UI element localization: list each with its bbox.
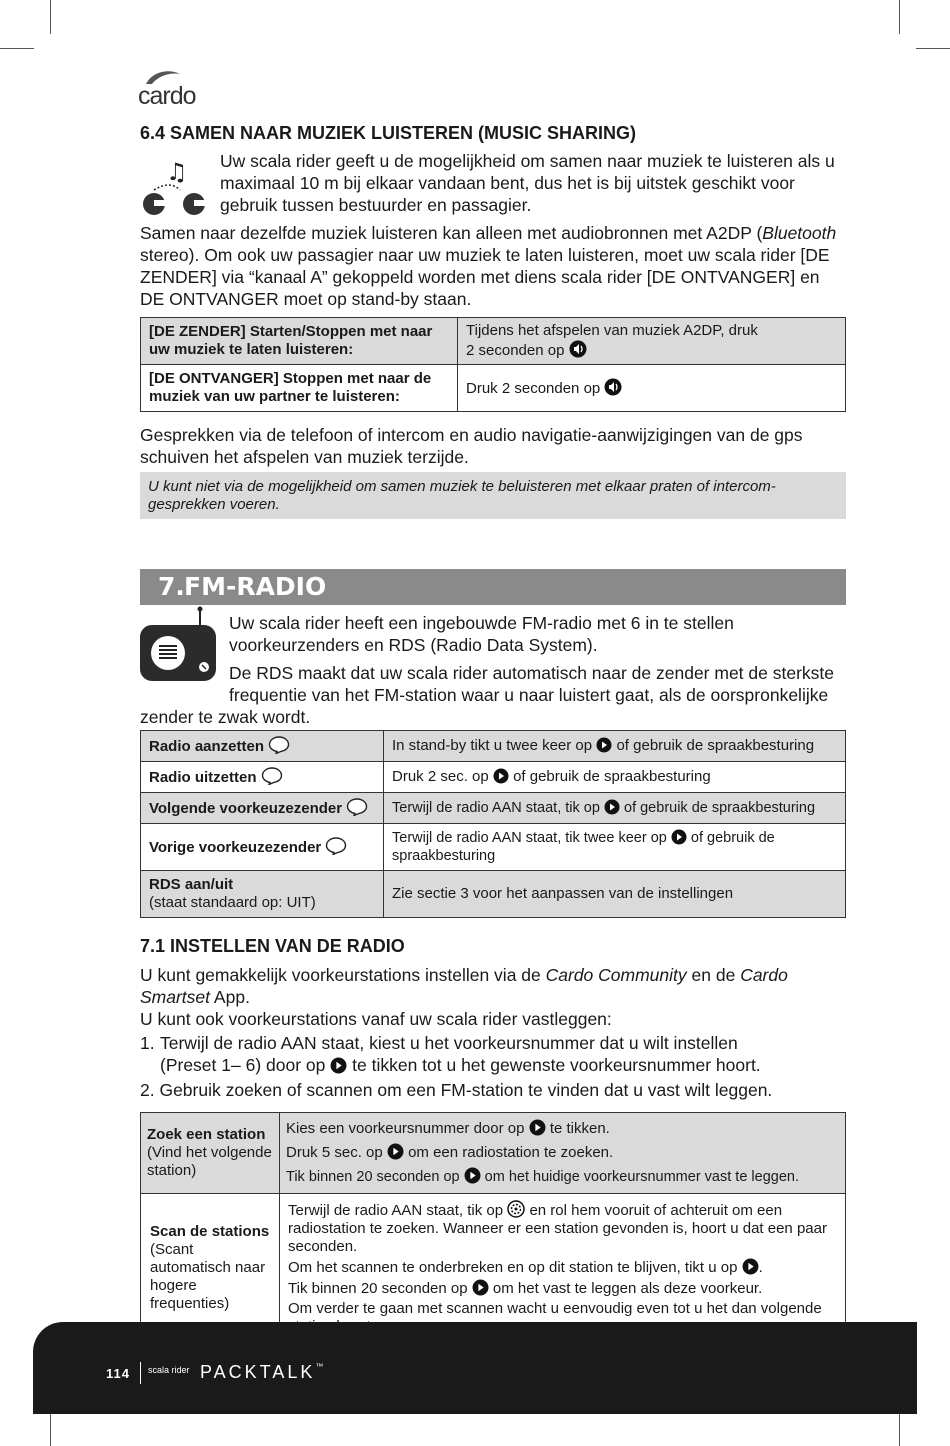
play-button-icon xyxy=(330,1057,347,1074)
table-row: Radio uitzetten Druk 2 sec. op of gebruik de spraakbesturing xyxy=(141,762,846,793)
voice-command-icon xyxy=(268,736,290,754)
section-heading: 7.1 INSTELLEN VAN DE RADIO xyxy=(140,936,405,956)
logo-text: cardo xyxy=(138,82,196,110)
music-sharing-paragraph: Samen naar dezelfde muziek luisteren kan alleen met audiobronnen met A2DP (Bluetooth stereo). Om ook uw passagier naar uw muziek te laten luisteren, moet uw scala rider [DE ZENDER] via “kanaal A” gekoppeld worden met diens scala rider [DE ONTVANGER] en DE ONTVANGER moet op stand-by staan. xyxy=(140,223,837,309)
voice-command-icon xyxy=(261,767,283,785)
play-button-icon xyxy=(387,1143,404,1160)
search-line: Kies een voorkeursnummer door op te tikken. xyxy=(286,1120,610,1137)
table-row: Volgende voorkeuzezender Terwijl de radio AAN staat, tik op of gebruik de spraakbesturing xyxy=(141,793,846,824)
step-1: 1. Terwijl de radio AAN staat, kiest u het voorkeursnummer dat u wilt instellen (Preset 1– 6) door op te tikken tot u het gewenste voorkeursnummer hoort. xyxy=(140,1033,761,1075)
svg-text:♫: ♫ xyxy=(166,158,188,186)
radio-intro-2: De RDS maakt dat uw scala rider automatisch naar de zender met de sterkste frequentie van het FM-station waar u naar luistert gaat, als de oorspronkelijke xyxy=(229,663,834,705)
play-button-icon xyxy=(596,737,612,753)
play-button-icon xyxy=(671,829,687,845)
music-button-icon xyxy=(569,340,587,358)
scan-line: Om het scannen te onderbreken en op dit station te blijven, tikt u op . xyxy=(288,1259,763,1276)
search-line: Tik binnen 20 seconden op om het huidige voorkeursnummer vast te leggen. xyxy=(286,1169,799,1185)
table-row: Zoek een station (Vind het volgende station) Kies een voorkeursnummer door op te tikken. Druk 5 sec. op om een radiostation te zoeken. Tik binnen 20 seconden op om het huidige voorkeursnummer vast te leggen. xyxy=(141,1113,846,1194)
table-row: Radio aanzetten In stand-by tikt u twee keer op of gebruik de spraakbesturing xyxy=(141,731,846,762)
footer-divider xyxy=(140,1362,141,1384)
crop-mark xyxy=(50,0,51,34)
cardo-logo xyxy=(138,68,202,110)
table-row: Scan de stations (Scant automatisch naar hogere frequenties) Terwijl de radio AAN staat, tik op en rol hem vooruit of achteruit om een radiostation te zoeken. Wanneer er een station gevonden is, hoort u dat een paar seconden. Om het scannen te onderbreken en op dit station te blijven, tikt u op . Tik binnen 20 seconden op om het vast te leggen als deze voorkeur. Om verder te gaan met scannen wacht u eenvoudig even tot u het dan volgende xyxy=(141,1194,846,1343)
crop-mark xyxy=(899,0,900,34)
chapter-number: 7. xyxy=(158,572,185,601)
step-2: 2. Gebruik zoeken of scannen om een FM-station te vinden dat u vast wilt leggen. xyxy=(140,1080,773,1100)
voice-command-icon xyxy=(325,837,347,855)
table-row: [DE ZENDER] Starten/Stoppen met naar uw muziek te laten luisteren: Tijdens het afspelen van muziek A2DP, druk 2 seconden op xyxy=(141,318,846,365)
scan-line: Tik binnen 20 seconden op om het vast te leggen als deze voorkeur. xyxy=(288,1280,763,1297)
music-sharing-table xyxy=(140,317,846,412)
music-button-icon xyxy=(604,378,622,396)
section-heading: 6.4 SAMEN NAAR MUZIEK LUISTEREN (MUSIC SHARING) xyxy=(140,123,637,143)
table-row: Vorige voorkeuzezender Terwijl de radio AAN staat, tik twee keer op of gebruik de spraakbesturing xyxy=(141,824,846,871)
crop-mark xyxy=(899,1414,900,1446)
scan-line: Terwijl de radio AAN staat, tik op en rol hem vooruit of achteruit om een radiostation te zoeken. Wanneer er een station gevonden is, hoort u dat een paar seconden. xyxy=(288,1202,827,1255)
page-number: 114 xyxy=(106,1366,130,1381)
play-button-icon xyxy=(529,1119,546,1136)
voice-command-icon xyxy=(346,798,368,816)
footer-brand-small: scala rider xyxy=(148,1365,190,1375)
crop-mark xyxy=(50,1414,51,1446)
note-box: U kunt niet via de mogelijkheid om samen muziek te beluisteren met elkaar praten of intercom-gesprekken voeren. xyxy=(140,472,846,519)
scan-line: Om verder te gaan met scannen wacht u eenvoudig even tot u het dan volgende xyxy=(288,1300,822,1317)
radio-intro-3: zender te zwak wordt. xyxy=(140,707,311,727)
play-button-icon xyxy=(464,1167,481,1184)
table-row: [DE ONTVANGER] Stoppen met naar de muziek van uw partner te luisteren: Druk 2 seconden op xyxy=(141,365,846,412)
play-button-icon xyxy=(742,1258,759,1275)
priority-paragraph: Gesprekken via de telefoon of intercom en audio navigatie-aanwijzigingen van de gps schuiven het afspelen van muziek terzijde. xyxy=(140,425,803,467)
music-sharing-intro: Uw scala rider geeft u de mogelijkheid om samen naar muziek te luisteren als u maximaal 10 m bij elkaar vandaan bent, dus het is bij uitstek geschikt voor gebruik tussen bestuurder en passagier. xyxy=(220,151,835,215)
play-button-icon xyxy=(472,1279,489,1296)
setup-paragraph-1: U kunt gemakkelijk voorkeurstations instellen via de Cardo Community en de Cardo Smartset App. xyxy=(140,965,788,1007)
play-button-icon xyxy=(604,799,620,815)
chapter-title: FM-RADIO xyxy=(184,572,327,601)
music-sharing-icon xyxy=(140,156,210,216)
setup-paragraph-2: U kunt ook voorkeurstations vanaf uw scala rider vastleggen: xyxy=(140,1009,612,1029)
footer-product-name: PACKTALK™ xyxy=(200,1362,327,1382)
play-button-icon xyxy=(493,768,509,784)
chapter-heading-bar xyxy=(140,569,846,605)
crop-mark xyxy=(0,48,34,49)
radio-icon xyxy=(138,605,220,685)
radio-intro-1: Uw scala rider heeft een ingebouwde FM-radio met 6 in te stellen voorkeurzenders en RDS (Radio Data System). xyxy=(229,613,734,655)
crop-mark xyxy=(916,48,950,49)
search-line: Druk 5 sec. op om een radiostation te zoeken. xyxy=(286,1144,614,1161)
jog-dial-icon xyxy=(507,1200,525,1218)
radio-table xyxy=(140,730,846,918)
station-table xyxy=(140,1112,846,1343)
table-row: RDS aan/uit (staat standaard op: UIT) Zie sectie 3 voor het aanpassen van de instellingen xyxy=(141,871,846,918)
